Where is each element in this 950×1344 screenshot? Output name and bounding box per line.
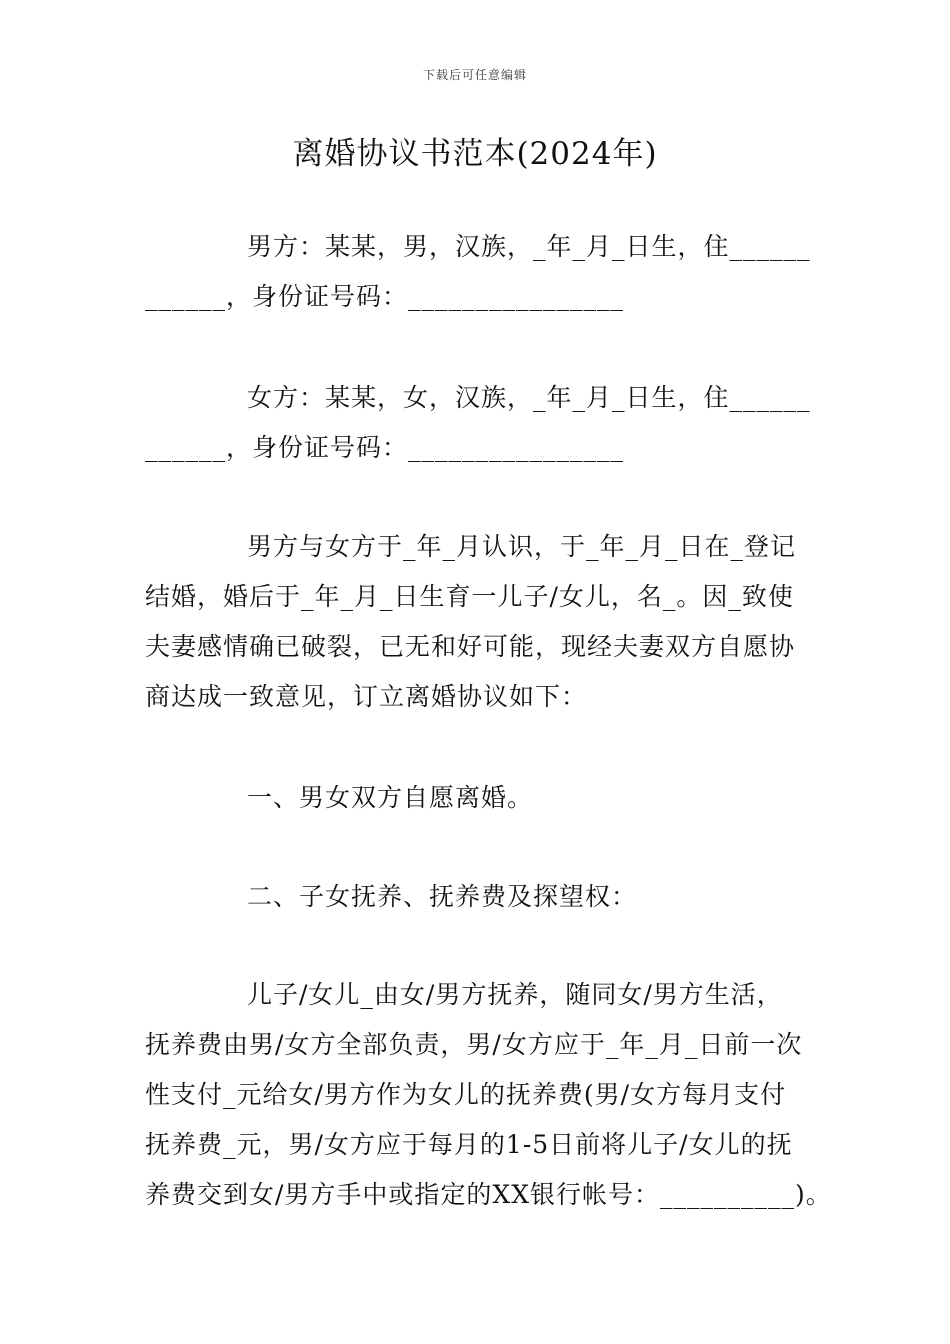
paragraph-line: 女方：某某，女，汉族，_年_月_日生，住______: [247, 383, 811, 412]
paragraph-line: 抚养费由男/女方全部负责，男/女方应于_年_月_日前一次: [145, 1030, 803, 1059]
paragraph-line: 儿子/女儿_由女/男方抚养，随同女/男方生活，: [247, 980, 783, 1009]
paragraph-custody: [145, 970, 832, 1220]
clause-2: [145, 872, 807, 922]
paragraph-line: 商达成一致意见，订立离婚协议如下：: [145, 682, 588, 711]
paragraph-intro: [145, 522, 807, 722]
paragraph-line: 性支付_元给女/男方作为女儿的抚养费(男/女方每月支付: [145, 1080, 787, 1109]
paragraph-man: [145, 222, 811, 322]
clause-1: [145, 773, 807, 823]
paragraph-woman: [145, 373, 811, 473]
header-note: 下载后可任意编辑: [422, 68, 527, 82]
clause-line: 二、子女抚养、抚养费及探望权：: [247, 882, 638, 911]
paragraph-line: 男方与女方于_年_月认识，于_年_月_日在_登记: [247, 532, 797, 561]
paragraph-line: 男方：某某，男，汉族，_年_月_日生，住______: [247, 232, 811, 261]
paragraph-line: 夫妻感情确已破裂，已无和好可能，现经夫妻双方自愿协: [145, 632, 796, 661]
paragraph-line: ______，身份证号码：________________: [145, 282, 625, 311]
paragraph-line: 抚养费_元，男/女方应于每月的1-5日前将儿子/女儿的抚: [145, 1130, 793, 1159]
paragraph-line: ______，身份证号码：________________: [145, 433, 625, 462]
paragraph-line: 结婚，婚后于_年_月_日生育一儿子/女儿，名_。因_致使: [145, 582, 794, 611]
clause-line: 一、男女双方自愿离婚。: [247, 783, 534, 812]
document-title: 离婚协议书范本(2024年): [292, 136, 658, 172]
paragraph-line: 养费交到女/男方手中或指定的XX银行帐号：__________)。: [145, 1180, 832, 1209]
